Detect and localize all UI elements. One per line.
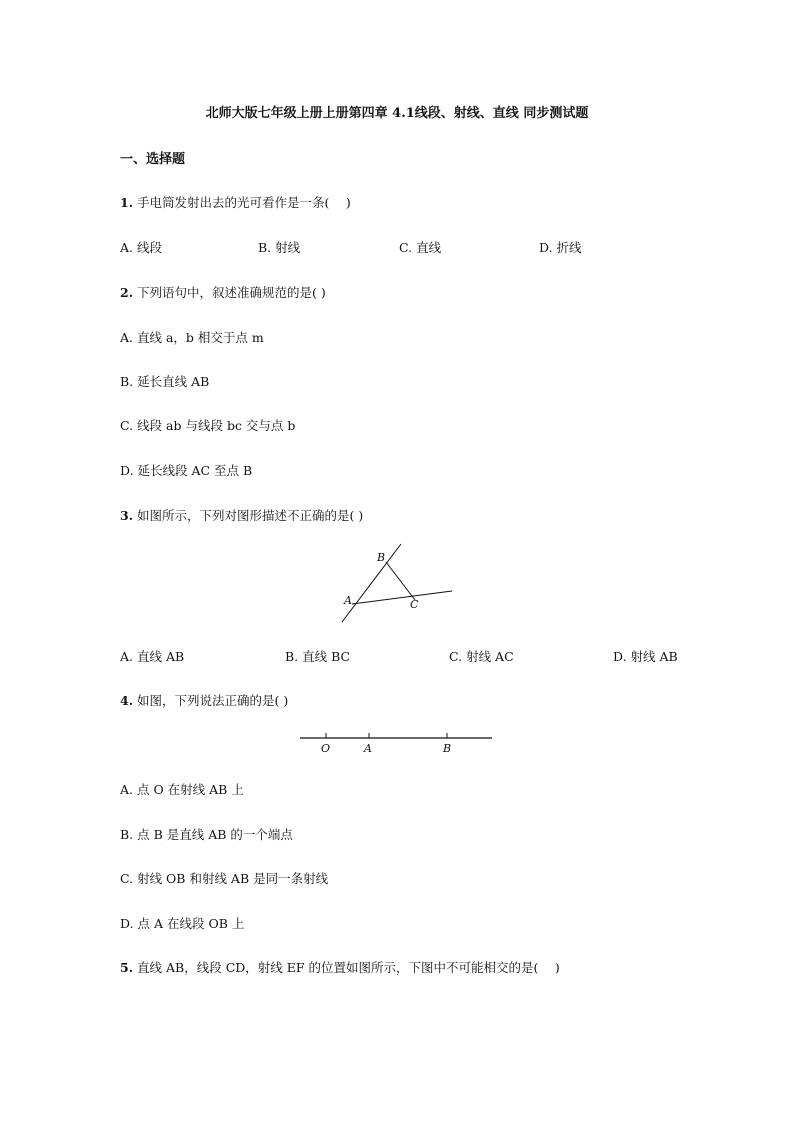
point-c-label: C [410,598,419,611]
question-text: 手电筒发射出去的光可看作是一条( ) [133,195,351,210]
question-text: 下列语句中，叙述准确规范的是( ) [133,285,326,300]
point-a-label: A [364,742,372,755]
q3-option-b: B. 直线 BC [285,649,351,664]
page-title: 北师大版七年级上册上册第四章 4.1线段、射线、直线 同步测试题 [205,106,589,121]
number-line-figure [298,728,498,758]
q4-option-a: A. 点 O 在射线 AB 上 [120,782,244,797]
q4-option-c: C. 射线 OB 和射线 AB 是同一条射线 [120,871,329,886]
q3-option-c: C. 射线 AC [449,649,514,664]
point-b-label: B [443,742,452,755]
q1-option-d: D. 折线 [539,240,582,255]
section-heading: 一、选择题 [120,152,186,167]
question-number: 5. [120,960,134,975]
point-o-label: O [321,742,331,755]
q4-option-b: B. 点 B 是直线 AB 的一个端点 [120,827,293,842]
question-number: 4. [120,693,134,708]
q3-option-d: D. 射线 AB [613,649,678,664]
point-b-label: B [377,551,386,564]
question-number: 1. [120,195,134,210]
question-number: 3. [120,508,134,523]
question-3 [120,506,363,524]
line-ab [342,544,401,622]
question-text: 如图，下列说法正确的是( ) [133,693,289,708]
q2-option-c: C. 线段 ab 与线段 bc 交与点 b [120,418,296,433]
q1-option-a: A. 线段 [120,240,162,255]
q2-option-d: D. 延长线段 AC 至点 B [120,463,253,478]
q1-option-b: B. 射线 [258,240,301,255]
q3-option-a: A. 直线 AB [120,649,185,664]
question-4 [120,691,288,709]
q1-option-c: C. 直线 [399,240,442,255]
question-5 [120,958,560,976]
triangle-figure [330,538,460,628]
question-2 [120,283,326,301]
segment-bc [386,562,415,600]
q2-option-b: B. 延长直线 AB [120,374,210,389]
q2-option-a: A. 直线 a，b 相交于点 m [120,330,264,345]
question-text: 直线 AB，线段 CD，射线 EF 的位置如图所示，下图中不可能相交的是( ) [133,960,560,975]
question-number: 2. [120,285,134,300]
question-1 [120,193,351,211]
q4-option-d: D. 点 A 在线段 OB 上 [120,916,245,931]
point-a-label: A [344,594,352,607]
ray-ac [352,591,452,604]
question-text: 如图所示，下列对图形描述不正确的是( ) [133,508,364,523]
